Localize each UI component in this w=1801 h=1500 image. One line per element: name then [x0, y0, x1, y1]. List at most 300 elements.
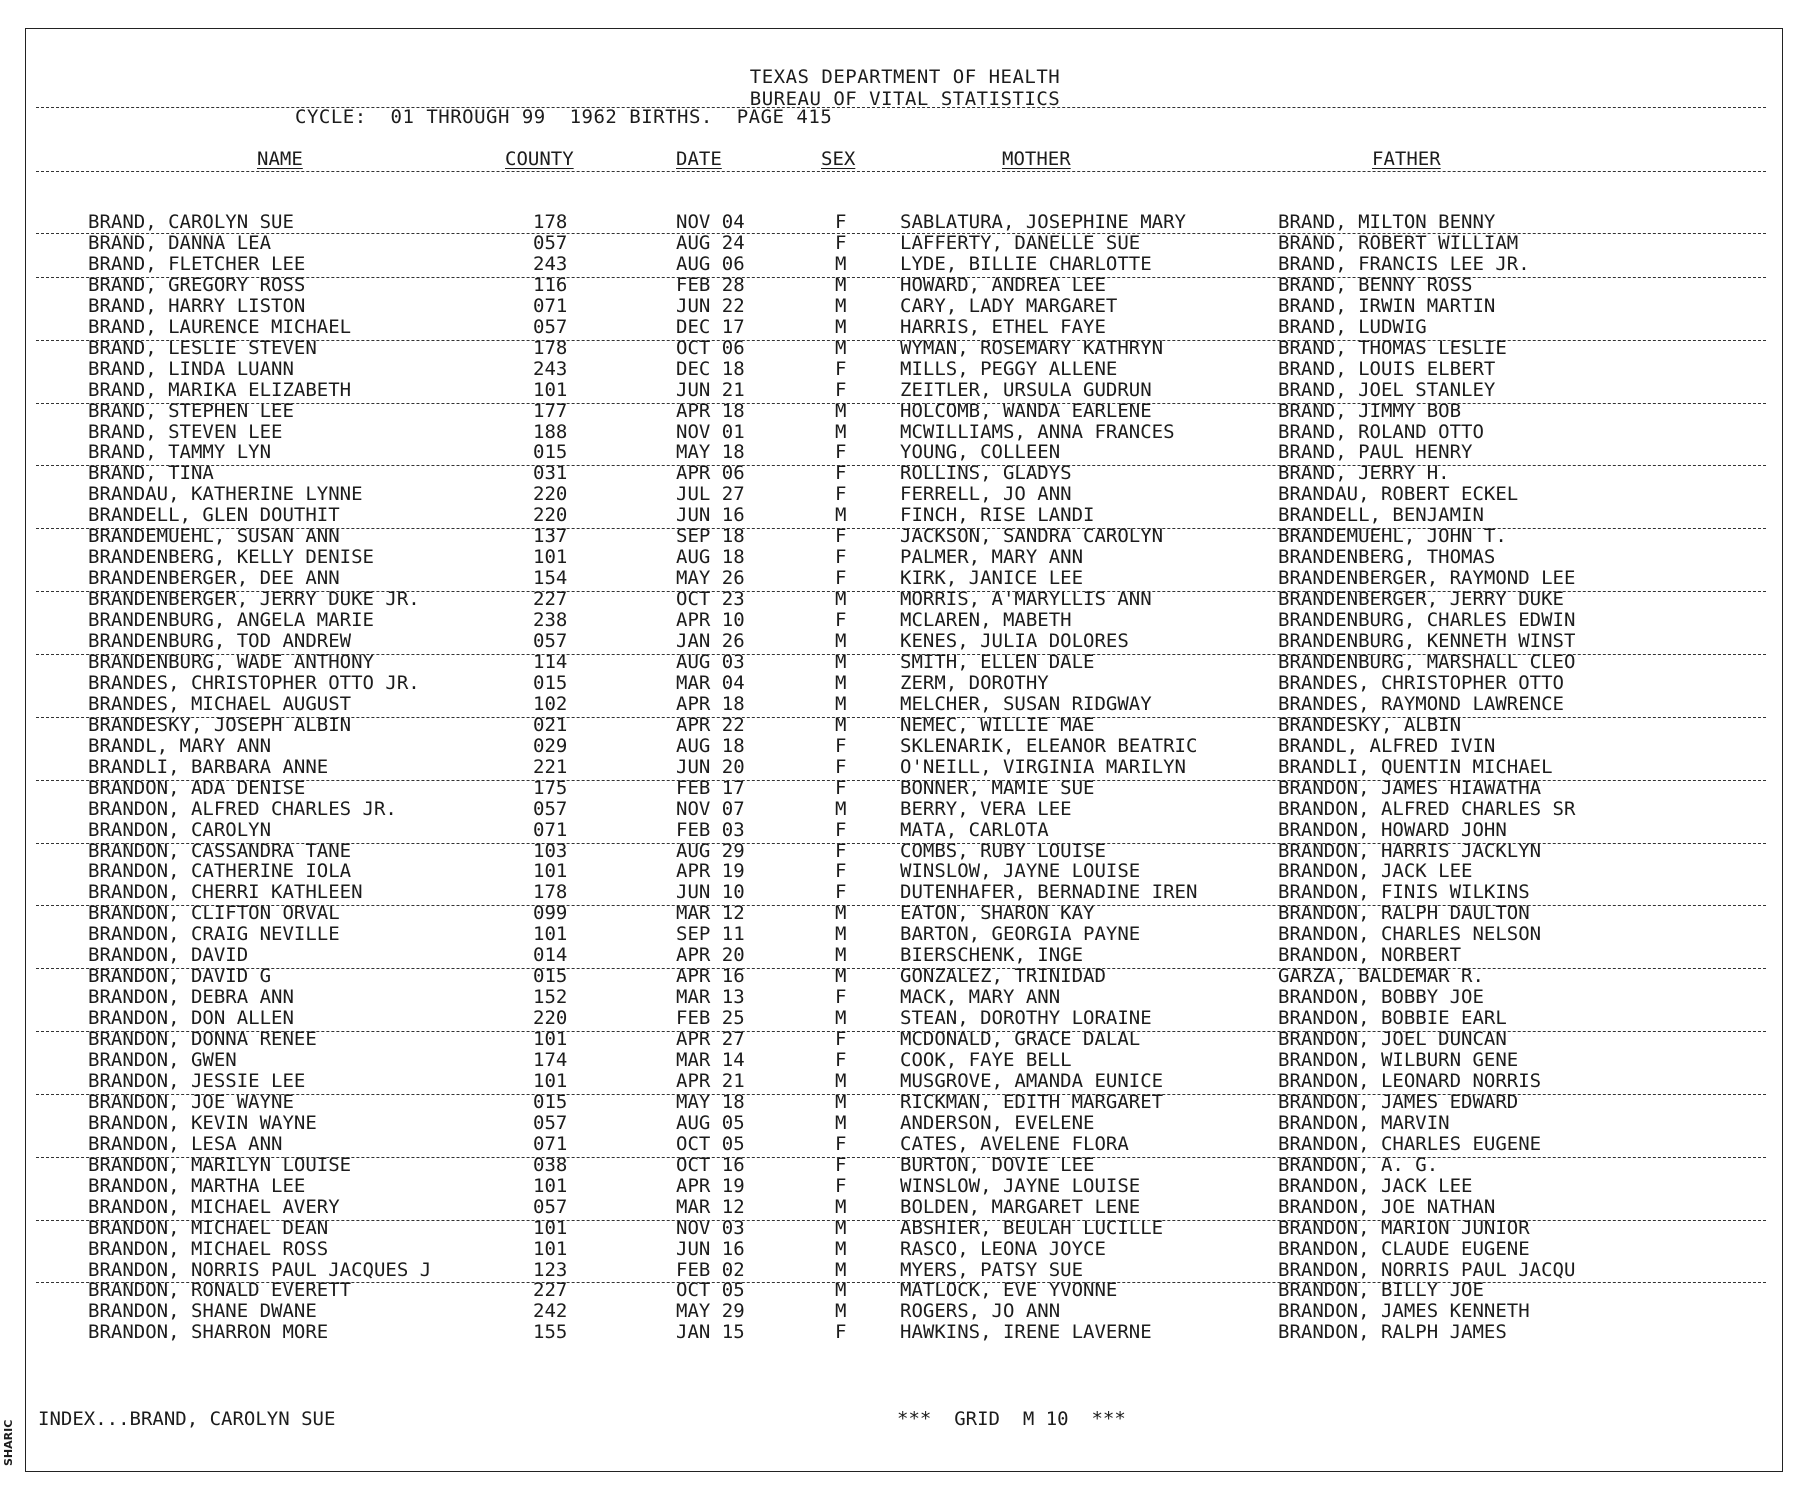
record-county: 116 [533, 273, 568, 296]
record-date: JUN 21 [676, 378, 745, 401]
record-sex: F [835, 525, 847, 548]
record-name: BRANDON, MARILYN LOUISE [88, 1153, 352, 1176]
record-row [0, 1008, 1801, 1029]
record-county: 154 [533, 567, 568, 590]
record-sex: M [835, 588, 847, 611]
record-sex: F [835, 1049, 847, 1071]
record-sex: M [835, 965, 847, 988]
record-sex: F [835, 1028, 847, 1051]
record-mother: MATA, CARLOTA [900, 818, 1049, 841]
record-father: BRANDON, WILBURN GENE [1278, 1049, 1519, 1071]
record-date: NOV 03 [676, 1216, 745, 1239]
record-row [0, 1322, 1801, 1343]
record-father: BRANDENBERGER, JERRY DUKE [1278, 588, 1564, 611]
record-sex: M [835, 923, 847, 946]
record-county: 101 [533, 1069, 568, 1092]
record-county: 101 [533, 378, 568, 401]
record-mother: FINCH, RISE LANDI [900, 504, 1095, 527]
record-date: OCT 06 [676, 336, 745, 359]
record-sex: F [835, 231, 847, 254]
record-sex: M [835, 1090, 847, 1113]
row-divider [36, 1031, 1766, 1032]
record-name: BRAND, HARRY LISTON [88, 294, 306, 317]
row-divider [36, 654, 1766, 655]
record-row [0, 1092, 1801, 1113]
record-sex: F [835, 546, 847, 569]
record-mother: BONNER, MAMIE SUE [900, 776, 1095, 799]
record-county: 177 [533, 399, 568, 422]
record-father: BRANDON, MARION JUNIOR [1278, 1216, 1530, 1239]
record-name: BRANDON, DONNA RENEE [88, 1028, 317, 1051]
record-father: BRANDON, CHARLES NELSON [1278, 923, 1542, 946]
record-date: MAR 14 [676, 1049, 745, 1071]
record-county: 238 [533, 609, 568, 632]
record-name: BRANDON, GWEN [88, 1049, 237, 1071]
record-sex: F [835, 483, 847, 506]
record-row [0, 1260, 1801, 1281]
record-sex: M [835, 1279, 847, 1302]
record-father: BRAND, IRWIN MARTIN [1278, 294, 1496, 317]
record-sex: F [835, 378, 847, 401]
record-name: BRAND, FLETCHER LEE [88, 252, 306, 275]
record-name: BRANDON, ADA DENISE [88, 776, 306, 799]
record-father: BRANDON, NORRIS PAUL JACQU [1278, 1258, 1576, 1281]
record-mother: YOUNG, COLLEEN [900, 441, 1061, 464]
record-county: 114 [533, 650, 568, 673]
record-row [0, 715, 1801, 736]
record-father: BRANDON, JOE NATHAN [1278, 1195, 1496, 1218]
record-mother: JACKSON, SANDRA CAROLYN [900, 525, 1164, 548]
record-name: BRANDON, CATHERINE IOLA [88, 860, 352, 883]
record-row [0, 401, 1801, 422]
record-county: 101 [533, 1216, 568, 1239]
record-father: BRAND, LOUIS ELBERT [1278, 357, 1496, 380]
record-sex: M [835, 1258, 847, 1281]
record-name: BRANDENBERGER, JERRY DUKE JR. [88, 588, 420, 611]
record-county: 227 [533, 1279, 568, 1302]
record-row [0, 945, 1801, 966]
record-row [0, 736, 1801, 757]
record-father: BRANDON, ALFRED CHARLES SR [1278, 797, 1576, 820]
record-father: BRANDON, RALPH JAMES [1278, 1321, 1507, 1344]
row-divider [36, 968, 1766, 969]
record-father: BRANDON, BOBBY JOE [1278, 986, 1484, 1009]
record-father: BRANDON, MARVIN [1278, 1111, 1450, 1134]
record-row [0, 442, 1801, 463]
record-name: BRANDENBURG, WADE ANTHONY [88, 650, 374, 673]
record-row [0, 275, 1801, 296]
record-date: APR 10 [676, 609, 745, 632]
record-mother: ZEITLER, URSULA GUDRUN [900, 378, 1152, 401]
record-county: 015 [533, 671, 568, 694]
record-sex: F [835, 462, 847, 485]
record-sex: M [835, 630, 847, 652]
record-mother: BERRY, VERA LEE [900, 797, 1072, 820]
record-row [0, 547, 1801, 568]
record-row [0, 1239, 1801, 1260]
record-father: BRANDON, RALPH DAULTON [1278, 902, 1530, 925]
record-father: BRANDLI, QUENTIN MICHAEL [1278, 755, 1553, 778]
record-date: FEB 28 [676, 273, 745, 296]
record-mother: SMITH, ELLEN DALE [900, 650, 1095, 673]
record-date: AUG 29 [676, 839, 745, 862]
record-mother: ANDERSON, EVELENE [900, 1111, 1095, 1134]
record-mother: NEMEC, WILLIE MAE [900, 713, 1095, 736]
record-name: BRANDON, CASSANDRA TANE [88, 839, 352, 862]
record-name: BRANDON, KEVIN WAYNE [88, 1111, 317, 1134]
record-row [0, 526, 1801, 547]
record-county: 057 [533, 797, 568, 820]
record-sex: F [835, 839, 847, 862]
record-row [0, 463, 1801, 484]
record-father: BRANDON, CHARLES EUGENE [1278, 1132, 1542, 1155]
record-row [0, 422, 1801, 443]
record-sex: F [835, 755, 847, 778]
record-date: MAR 04 [676, 671, 745, 694]
record-sex: M [835, 1069, 847, 1092]
record-name: BRANDAU, KATHERINE LYNNE [88, 483, 363, 506]
record-sex: F [835, 567, 847, 590]
header-department: TEXAS DEPARTMENT OF HEALTH [749, 66, 1061, 88]
record-father: BRANDON, HOWARD JOHN [1278, 818, 1507, 841]
record-date: AUG 18 [676, 546, 745, 569]
record-sex: M [835, 671, 847, 694]
record-father: BRANDON, JAMES KENNETH [1278, 1300, 1530, 1323]
record-county: 152 [533, 986, 568, 1009]
record-date: NOV 07 [676, 797, 745, 820]
record-mother: SABLATURA, JOSEPHINE MARY [900, 211, 1186, 233]
record-sex: M [835, 1007, 847, 1030]
record-name: BRANDON, DEBRA ANN [88, 986, 294, 1009]
record-sex: M [835, 294, 847, 317]
record-name: BRANDLI, BARBARA ANNE [88, 755, 329, 778]
row-divider [36, 277, 1766, 278]
record-row [0, 589, 1801, 610]
row-divider [36, 591, 1766, 592]
record-father: BRANDELL, BENJAMIN [1278, 504, 1484, 527]
record-sex: M [835, 252, 847, 275]
record-mother: WYMAN, ROSEMARY KATHRYN [900, 336, 1164, 359]
column-header-name: NAME [257, 148, 303, 170]
record-sex: F [835, 211, 847, 233]
record-sex: M [835, 1300, 847, 1323]
record-name: BRANDON, MICHAEL AVERY [88, 1195, 340, 1218]
record-father: BRAND, ROLAND OTTO [1278, 420, 1484, 443]
record-date: JUN 16 [676, 1237, 745, 1260]
record-date: MAR 12 [676, 902, 745, 925]
record-row [0, 296, 1801, 317]
record-mother: ZERM, DOROTHY [900, 671, 1049, 694]
row-divider [36, 1094, 1766, 1095]
record-father: BRANDON, HARRIS JACKLYN [1278, 839, 1542, 862]
record-sex: M [835, 797, 847, 820]
record-row [0, 484, 1801, 505]
row-divider [36, 905, 1766, 906]
row-divider [36, 528, 1766, 529]
record-mother: LYDE, BILLIE CHARLOTTE [900, 252, 1152, 275]
record-date: OCT 23 [676, 588, 745, 611]
footer-grid: *** GRID M 10 *** [897, 1408, 1126, 1430]
record-father: BRANDON, LEONARD NORRIS [1278, 1069, 1542, 1092]
record-date: AUG 06 [676, 252, 745, 275]
record-father: BRANDES, RAYMOND LAWRENCE [1278, 692, 1564, 715]
record-sex: F [835, 986, 847, 1009]
record-father: BRANDON, FINIS WILKINS [1278, 881, 1530, 904]
row-divider [36, 1157, 1766, 1158]
record-mother: KIRK, JANICE LEE [900, 567, 1084, 590]
record-sex: F [835, 734, 847, 757]
row-divider [36, 403, 1766, 404]
record-county: 188 [533, 420, 568, 443]
row-divider [36, 1220, 1766, 1221]
record-sex: F [835, 357, 847, 380]
record-county: 101 [533, 546, 568, 569]
record-date: OCT 05 [676, 1279, 745, 1302]
record-father: BRANDON, A. G. [1278, 1153, 1439, 1176]
record-mother: KENES, JULIA DOLORES [900, 630, 1129, 652]
record-father: BRANDESKY, ALBIN [1278, 713, 1462, 736]
record-date: DEC 18 [676, 357, 745, 380]
column-header-sex: SEX [821, 148, 856, 170]
record-county: 178 [533, 881, 568, 904]
record-county: 099 [533, 902, 568, 925]
record-sex: F [835, 776, 847, 799]
record-date: NOV 01 [676, 420, 745, 443]
record-mother: CARY, LADY MARGARET [900, 294, 1118, 317]
record-sex: M [835, 944, 847, 967]
record-row [0, 987, 1801, 1008]
record-mother: BARTON, GEORGIA PAYNE [900, 923, 1141, 946]
record-father: BRAND, JIMMY BOB [1278, 399, 1462, 422]
record-name: BRANDENBURG, TOD ANDREW [88, 630, 352, 652]
record-name: BRANDON, CRAIG NEVILLE [88, 923, 340, 946]
record-mother: MCLAREN, MABETH [900, 609, 1072, 632]
record-name: BRANDON, DON ALLEN [88, 1007, 294, 1030]
record-date: FEB 02 [676, 1258, 745, 1281]
record-date: APR 21 [676, 1069, 745, 1092]
record-county: 029 [533, 734, 568, 757]
record-name: BRANDES, CHRISTOPHER OTTO JR. [88, 671, 420, 694]
record-county: 242 [533, 1300, 568, 1323]
record-sex: F [835, 1321, 847, 1344]
record-date: JAN 15 [676, 1321, 745, 1344]
record-father: BRANDENBURG, CHARLES EDWIN [1278, 609, 1576, 632]
row-divider [36, 1282, 1766, 1283]
record-father: BRANDON, JOEL DUNCAN [1278, 1028, 1507, 1051]
side-mark: SHARIC [2, 1419, 15, 1466]
header-bureau: BUREAU OF VITAL STATISTICS [749, 88, 1061, 110]
record-date: FEB 17 [676, 776, 745, 799]
record-date: JUN 20 [676, 755, 745, 778]
record-county: 178 [533, 336, 568, 359]
record-sex: M [835, 315, 847, 338]
record-mother: EATON, SHARON KAY [900, 902, 1095, 925]
record-row [0, 694, 1801, 715]
record-row [0, 610, 1801, 631]
record-sex: M [835, 336, 847, 359]
record-county: 071 [533, 294, 568, 317]
record-sex: M [835, 420, 847, 443]
record-date: JUL 27 [676, 483, 745, 506]
record-row [0, 966, 1801, 987]
record-row [0, 903, 1801, 924]
record-row [0, 673, 1801, 694]
record-sex: F [835, 441, 847, 464]
record-row [0, 505, 1801, 526]
record-name: BRANDON, CHERRI KATHLEEN [88, 881, 363, 904]
record-name: BRANDON, JESSIE LEE [88, 1069, 306, 1092]
record-mother: RICKMAN, EDITH MARGARET [900, 1090, 1164, 1113]
record-date: MAY 18 [676, 1090, 745, 1113]
record-father: BRANDON, JAMES HIAWATHA [1278, 776, 1542, 799]
record-father: BRAND, LUDWIG [1278, 315, 1427, 338]
record-name: BRANDES, MICHAEL AUGUST [88, 692, 352, 715]
record-name: BRAND, GREGORY ROSS [88, 273, 306, 296]
record-county: 014 [533, 944, 568, 967]
column-header-mother: MOTHER [1002, 148, 1071, 170]
record-mother: HOWARD, ANDREA LEE [900, 273, 1106, 296]
record-mother: ABSHIER, BEULAH LUCILLE [900, 1216, 1164, 1239]
record-row [0, 1280, 1801, 1301]
record-father: GARZA, BALDEMAR R. [1278, 965, 1484, 988]
record-mother: RASCO, LEONA JOYCE [900, 1237, 1106, 1260]
record-name: BRANDON, NORRIS PAUL JACQUES J [88, 1258, 432, 1281]
record-name: BRANDENBERGER, DEE ANN [88, 567, 340, 590]
record-name: BRAND, TINA [88, 462, 214, 485]
record-date: AUG 24 [676, 231, 745, 254]
record-row [0, 882, 1801, 903]
record-name: BRANDON, DAVID [88, 944, 249, 967]
record-county: 015 [533, 441, 568, 464]
record-county: 227 [533, 588, 568, 611]
record-county: 137 [533, 525, 568, 548]
record-name: BRAND, CAROLYN SUE [88, 211, 294, 233]
record-mother: O'NEILL, VIRGINIA MARILYN [900, 755, 1186, 778]
record-sex: F [835, 881, 847, 904]
record-mother: PALMER, MARY ANN [900, 546, 1084, 569]
column-header-divider [36, 171, 1766, 172]
record-county: 174 [533, 1049, 568, 1071]
record-mother: MACK, MARY ANN [900, 986, 1061, 1009]
record-father: BRAND, JERRY H. [1278, 462, 1450, 485]
record-row [0, 1029, 1801, 1050]
record-name: BRANDON, ALFRED CHARLES JR. [88, 797, 397, 820]
record-name: BRANDEMUEHL, SUSAN ANN [88, 525, 340, 548]
record-sex: M [835, 273, 847, 296]
record-mother: MELCHER, SUSAN RIDGWAY [900, 692, 1152, 715]
record-father: BRANDON, NORBERT [1278, 944, 1462, 967]
record-date: OCT 16 [676, 1153, 745, 1176]
record-mother: STEAN, DOROTHY LORAINE [900, 1007, 1152, 1030]
row-divider [36, 780, 1766, 781]
record-father: BRAND, THOMAS LESLIE [1278, 336, 1507, 359]
record-row [0, 778, 1801, 799]
column-header-date: DATE [676, 148, 722, 170]
record-row [0, 1113, 1801, 1134]
record-county: 220 [533, 1007, 568, 1030]
record-date: SEP 11 [676, 923, 745, 946]
record-county: 243 [533, 252, 568, 275]
row-divider [36, 843, 1766, 844]
record-date: SEP 18 [676, 525, 745, 548]
record-row [0, 1176, 1801, 1197]
record-sex: M [835, 504, 847, 527]
record-mother: BOLDEN, MARGARET LENE [900, 1195, 1141, 1218]
record-name: BRAND, LAURENCE MICHAEL [88, 315, 352, 338]
record-county: 071 [533, 818, 568, 841]
record-county: 021 [533, 713, 568, 736]
record-row [0, 924, 1801, 945]
record-sex: F [835, 1132, 847, 1155]
record-county: 071 [533, 1132, 568, 1155]
record-county: 102 [533, 692, 568, 715]
record-sex: M [835, 902, 847, 925]
record-name: BRAND, DANNA LEA [88, 231, 272, 254]
record-mother: WINSLOW, JAYNE LOUISE [900, 860, 1141, 883]
record-sex: M [835, 1195, 847, 1218]
record-date: APR 19 [676, 1174, 745, 1197]
row-divider [36, 717, 1766, 718]
record-date: JAN 26 [676, 630, 745, 652]
record-father: BRANDEMUEHL, JOHN T. [1278, 525, 1507, 548]
record-date: AUG 18 [676, 734, 745, 757]
row-divider [36, 465, 1766, 466]
record-mother: BIERSCHENK, INGE [900, 944, 1084, 967]
record-name: BRANDON, MICHAEL ROSS [88, 1237, 329, 1260]
record-name: BRANDON, DAVID G [88, 965, 272, 988]
record-county: 101 [533, 860, 568, 883]
record-date: FEB 03 [676, 818, 745, 841]
record-mother: GONZALEZ, TRINIDAD [900, 965, 1106, 988]
record-name: BRAND, MARIKA ELIZABETH [88, 378, 352, 401]
record-row [0, 254, 1801, 275]
record-county: 175 [533, 776, 568, 799]
record-mother: WINSLOW, JAYNE LOUISE [900, 1174, 1141, 1197]
record-date: NOV 04 [676, 211, 745, 233]
record-father: BRANDON, BOBBIE EARL [1278, 1007, 1507, 1030]
record-row [0, 1155, 1801, 1176]
record-row [0, 338, 1801, 359]
record-father: BRANDENBURG, KENNETH WINST [1278, 630, 1576, 652]
record-row [0, 799, 1801, 820]
record-father: BRAND, JOEL STANLEY [1278, 378, 1496, 401]
record-county: 031 [533, 462, 568, 485]
record-father: BRANDENBURG, MARSHALL CLEO [1278, 650, 1576, 673]
record-mother: SKLENARIK, ELEANOR BEATRIC [900, 734, 1198, 757]
row-divider [36, 233, 1766, 234]
record-father: BRAND, ROBERT WILLIAM [1278, 231, 1519, 254]
record-sex: M [835, 1111, 847, 1134]
record-county: 221 [533, 755, 568, 778]
record-sex: M [835, 1237, 847, 1260]
record-name: BRAND, LESLIE STEVEN [88, 336, 317, 359]
record-name: BRANDON, MICHAEL DEAN [88, 1216, 329, 1239]
record-father: BRAND, MILTON BENNY [1278, 211, 1496, 233]
record-row [0, 568, 1801, 589]
record-father: BRANDL, ALFRED IVIN [1278, 734, 1496, 757]
record-father: BRANDON, BILLY JOE [1278, 1279, 1484, 1302]
record-sex: M [835, 1216, 847, 1239]
record-mother: MORRIS, A'MARYLLIS ANN [900, 588, 1152, 611]
record-row [0, 1301, 1801, 1322]
record-mother: CATES, AVELENE FLORA [900, 1132, 1129, 1155]
record-county: 101 [533, 1028, 568, 1051]
record-sex: F [835, 1174, 847, 1197]
record-row [0, 317, 1801, 338]
record-date: AUG 05 [676, 1111, 745, 1134]
record-county: 057 [533, 315, 568, 338]
record-mother: MUSGROVE, AMANDA EUNICE [900, 1069, 1164, 1092]
